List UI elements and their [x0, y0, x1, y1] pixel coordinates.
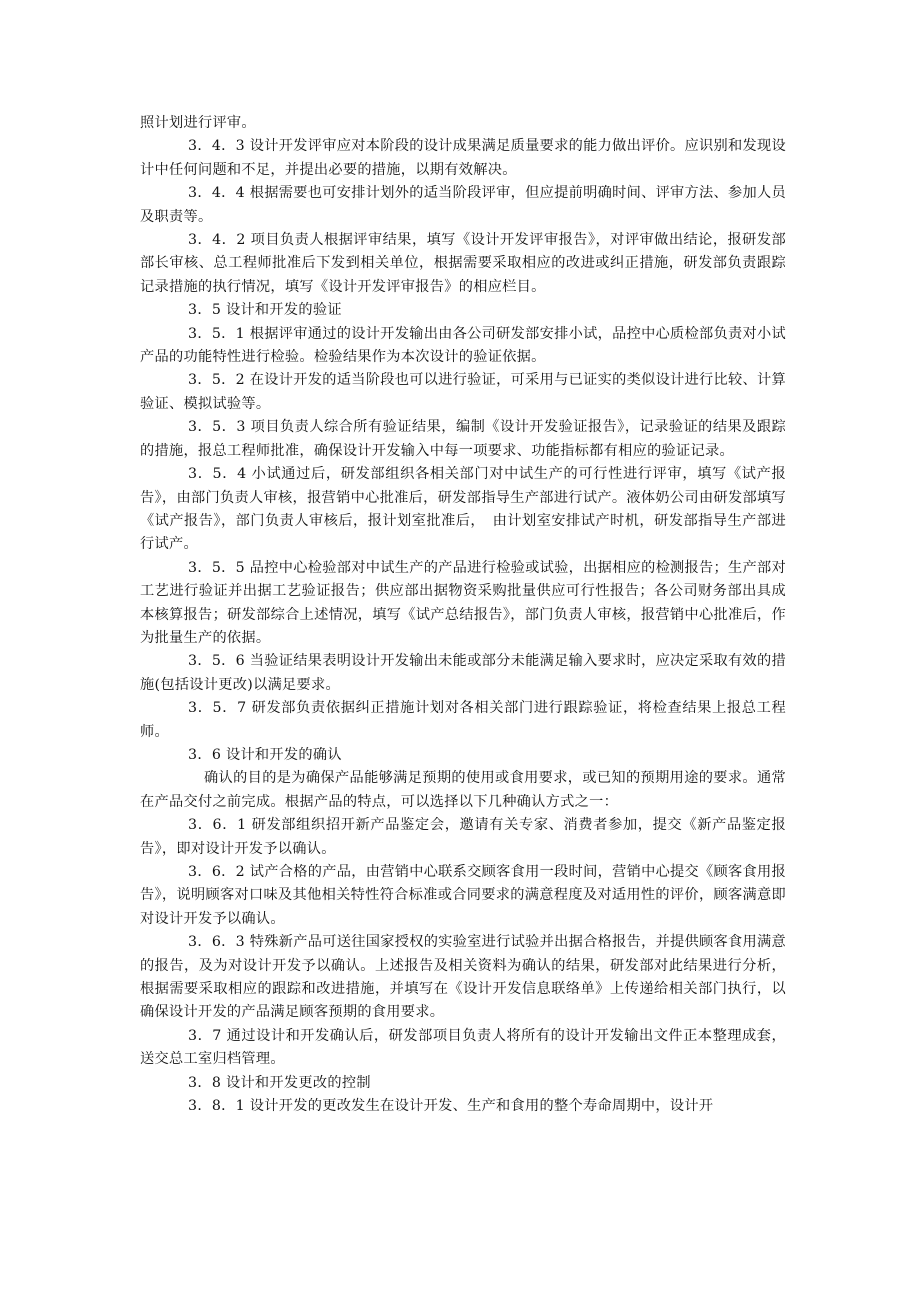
clause-3-5-7: 3．5．7 研发部负责依据纠正措施计划对各相关部门进行跟踪验证，将检查结果上报总工程师。 [140, 700, 786, 740]
clause-3-4-4: 3．4．4 根据需要也可安排计划外的适当阶段评审，但应提前明确时间、评审方法、参加人员及职责等。 [140, 185, 786, 225]
document-body [140, 112, 786, 1118]
clause-3-5-1: 3．5．1 根据评审通过的设计开发输出由各公司研发部安排小试，品控中心质检部负责对小试产品的功能特性进行检验。检验结果作为本次设计的验证依据。 [140, 325, 786, 366]
clause-3-8-1: 3．8．1 设计开发的更改发生在设计开发、生产和食用的整个寿命周期中，设计开 [188, 1098, 714, 1115]
section-heading-3-6: 3．6 设计和开发的确认 [188, 746, 342, 763]
clause-3-5-6: 3．5．6 当验证结果表明设计开发输出未能或部分未能满足输入要求时，应决定采取有效的措施(包括设计更改)以满足要求。 [140, 653, 786, 693]
clause-3-5-4: 3．5．4 小试通过后，研发部组织各相关部门对中试生产的可行性进行评审，填写《试产报告》，由部门负责人审核，报营销中心批准后，研发部指导生产部进行试产。液体奶公司由研发部填写《试产报告》，部门负责人审核后，报计划室批准后， 由计划室安排试产时机，研发部指导生产部进行试产。 [140, 466, 786, 553]
clause-3-6-3: 3．6．3 特殊新产品可送往国家授权的实验室进行试验并出据合格报告，并提供顾客食用满意的报告，及为对设计开发予以确认。上述报告及相关资料为确认的结果，研发部对此结果进行分析，根据需要采取相应的跟踪和改进措施，并填写在《设计开发信息联络单》上传递给相关部门执行，以确保设计开发的产品满足顾客预期的食用要求。 [140, 934, 786, 1021]
clause-3-6-2: 3．6．2 试产合格的产品，由营销中心联系交顾客食用一段时间，营销中心提交《顾客食用报告》，说明顾客对口味及其他相关特性符合标准或合同要求的满意程度及对适用性的评价，顾客满意即对设计开发予以确认。 [140, 864, 786, 927]
clause-3-4-2: 3．4．2 项目负责人根据评审结果，填写《设计开发评审报告》，对评审做出结论，报研发部部长审核、总工程师批准后下发到相关单位，根据需要采取相应的改进或纠正措施，研发部负责跟踪记录措施的执行情况，填写《设计开发评审报告》的相应栏目。 [140, 232, 786, 295]
paragraph-continuation: 照计划进行评审。 [140, 115, 256, 131]
section-heading-3-8: 3．8 设计和开发更改的控制 [188, 1074, 371, 1091]
clause-3-7: 3．7 通过设计和开发确认后，研发部项目负责人将所有的设计开发输出文件正本整理成套，送交总工室归档管理。 [140, 1027, 786, 1068]
section-heading-3-5: 3．5 设计和开发的验证 [188, 302, 342, 319]
clause-3-4-3: 3．4．3 设计开发评审应对本阶段的设计成果满足质量要求的能力做出评价。应识别和发现设计中任何问题和不足，并提出必要的措施，以期有效解决。 [140, 138, 786, 178]
clause-3-6-1: 3．6．1 研发部组织招开新产品鉴定会，邀请有关专家、消费者参加，提交《新产品鉴定报告》，即对设计开发予以确认。 [140, 817, 786, 857]
confirmation-intro: 确认的目的是为确保产品能够满足预期的使用或食用要求，或已知的预期用途的要求。通常在产品交付之前完成。根据产品的特点，可以选择以下几种确认方式之一： [140, 770, 786, 810]
clause-3-5-3: 3．5．3 项目负责人综合所有验证结果，编制《设计开发验证报告》，记录验证的结果及跟踪的措施，报总工程师批准，确保设计开发输入中每一项要求、功能指标都有相应的验证记录。 [140, 419, 786, 459]
clause-3-5-5: 3．5．5 品控中心检验部对中试生产的产品进行检验或试验，出据相应的检测报告；生产部对工艺进行验证并出据工艺验证报告；供应部出据物资采购批量供应可行性报告；各公司财务部出具成本核算报告；研发部综合上述情况，填写《试产总结报告》，部门负责人审核，报营销中心批准后，作为批量生产的依据。 [140, 559, 786, 646]
clause-3-5-2: 3．5．2 在设计开发的适当阶段也可以进行验证，可采用与已证实的类似设计进行比较、计算验证、模拟试验等。 [140, 372, 786, 412]
